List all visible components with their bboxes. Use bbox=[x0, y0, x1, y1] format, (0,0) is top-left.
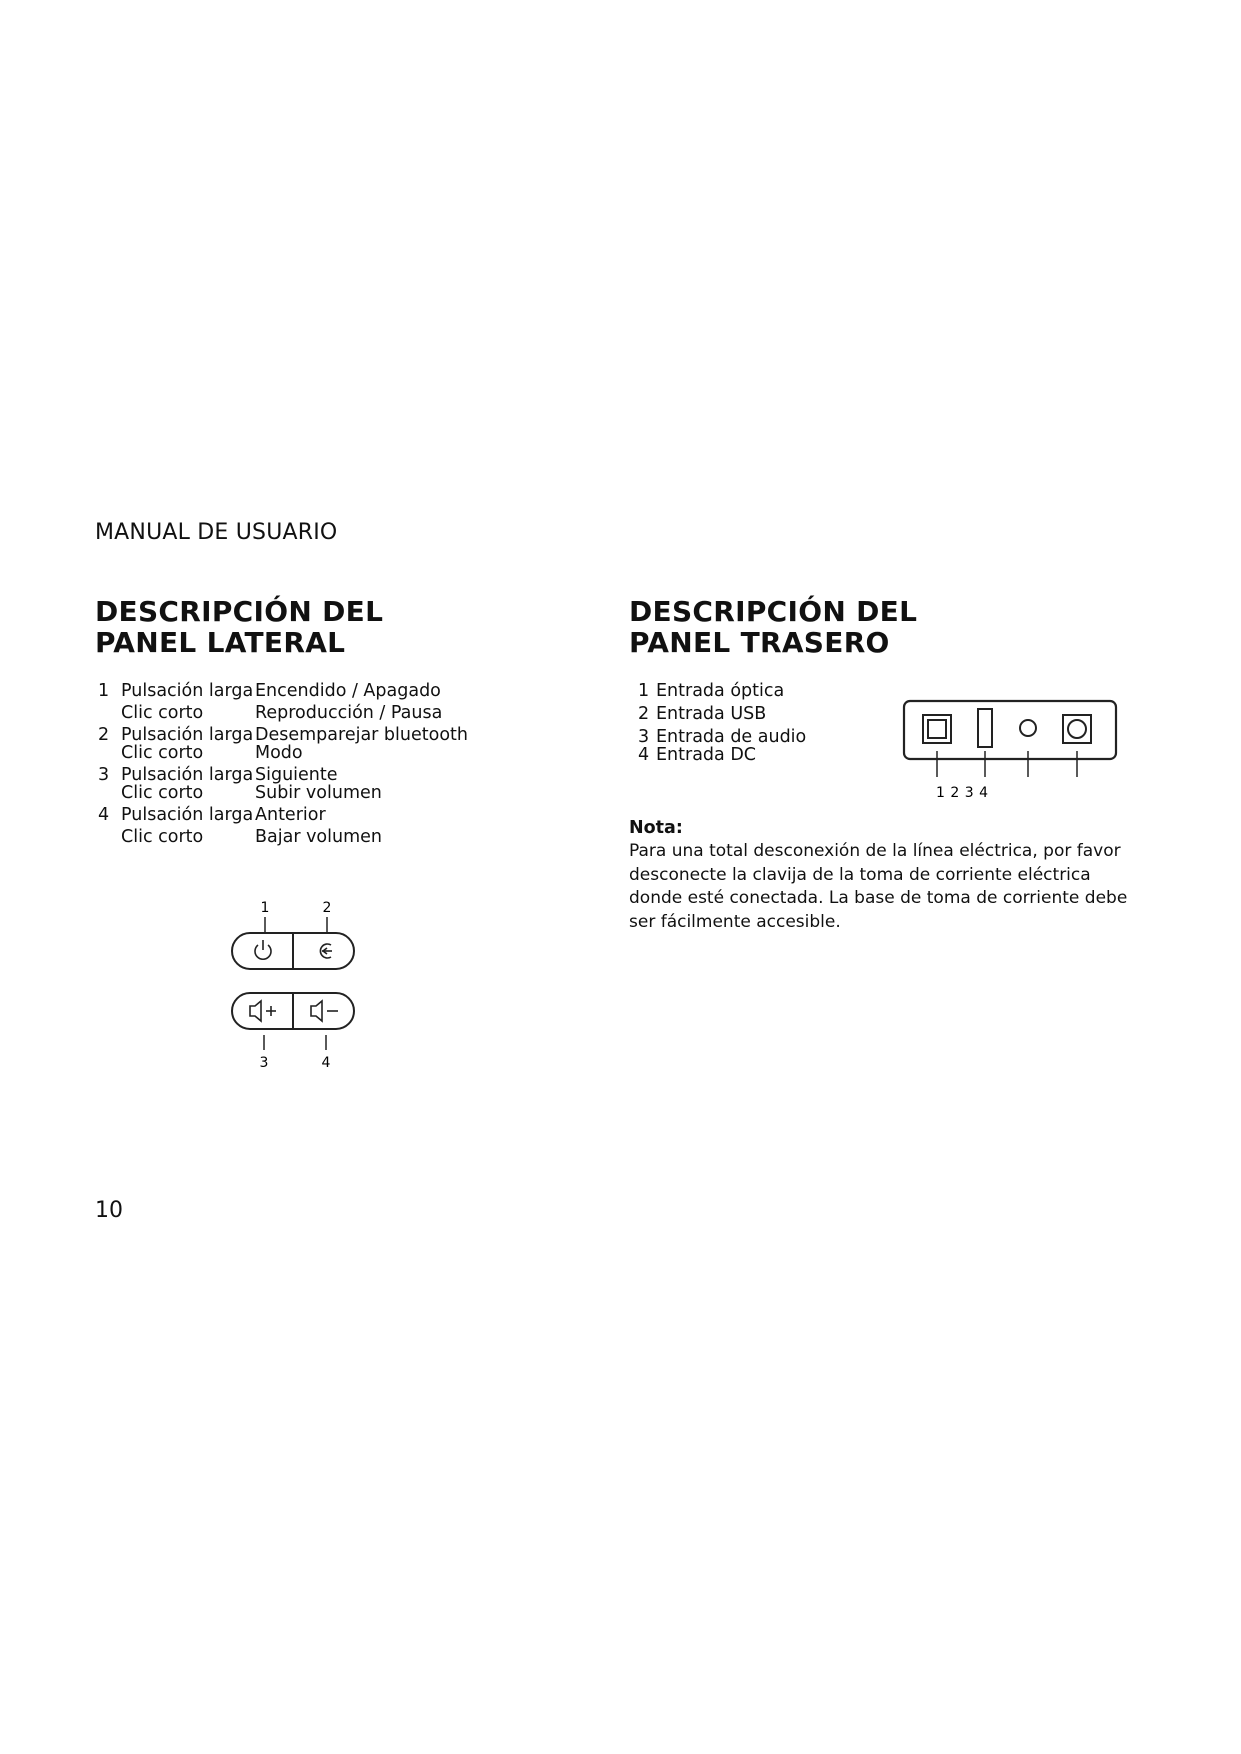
row-function: Subir volumen bbox=[255, 783, 382, 803]
press-type: Clic corto bbox=[121, 703, 204, 723]
press-type: Pulsación larga bbox=[121, 765, 254, 785]
side-panel-row bbox=[98, 805, 478, 827]
side-panel-title bbox=[95, 596, 383, 658]
rear-panel-item bbox=[638, 745, 858, 768]
press-type: Pulsación larga bbox=[121, 805, 254, 825]
row-function: Siguiente bbox=[255, 765, 338, 785]
rear-panel-title-line2: PANEL TRASERO bbox=[629, 626, 890, 659]
side-panel-row bbox=[98, 827, 478, 849]
diagram-label-1: 1 bbox=[260, 900, 270, 916]
item-label: Entrada óptica bbox=[656, 681, 785, 701]
side-panel-row bbox=[98, 783, 478, 805]
rear-panel-item bbox=[638, 704, 858, 727]
diagram-label-2: 2 bbox=[322, 900, 332, 916]
press-type: Pulsación larga bbox=[121, 681, 254, 701]
row-function: Encendido / Apagado bbox=[255, 681, 441, 701]
row-function: Modo bbox=[255, 743, 303, 763]
rear-panel-diagram bbox=[900, 697, 1130, 802]
row-number: 3 bbox=[98, 765, 110, 785]
note-label: Nota: bbox=[629, 818, 683, 838]
row-function: Desemparejar bluetooth bbox=[255, 725, 468, 745]
item-label: Entrada USB bbox=[656, 704, 767, 724]
press-type: Pulsación larga bbox=[121, 725, 254, 745]
side-panel-title-line2: PANEL LATERAL bbox=[95, 626, 346, 659]
rear-panel-title-line1: DESCRIPCIÓN DEL bbox=[629, 595, 918, 628]
side-panel-title-line1: DESCRIPCIÓN DEL bbox=[95, 595, 384, 628]
press-type: Clic corto bbox=[121, 743, 204, 763]
row-function: Reproducción / Pausa bbox=[255, 703, 443, 723]
rear-panel-title bbox=[629, 596, 917, 658]
rear-panel-outline bbox=[904, 701, 1116, 759]
item-number: 4 bbox=[638, 745, 650, 765]
manual-header: MANUAL DE USUARIO bbox=[95, 520, 338, 545]
note-text: Para una total desconexión de la línea eléctrica, por favor desconecte la clavija de la toma de corriente eléctrica donde esté conectada. La base de toma de corriente debe ser fácilmente accesible. bbox=[629, 841, 1128, 932]
item-number: 3 bbox=[638, 727, 650, 747]
page-number: 10 bbox=[95, 1198, 123, 1223]
rear-panel-item bbox=[638, 681, 858, 704]
row-function: Anterior bbox=[255, 805, 326, 825]
row-number: 2 bbox=[98, 725, 110, 745]
diagram-label-4: 4 bbox=[321, 1055, 331, 1071]
side-panel-row bbox=[98, 681, 478, 703]
diagram-label-3: 3 bbox=[259, 1055, 269, 1071]
press-type: Clic corto bbox=[121, 783, 204, 803]
side-panel-row bbox=[98, 743, 478, 765]
side-panel-diagram bbox=[228, 895, 368, 1075]
side-panel-row bbox=[98, 703, 478, 725]
item-number: 2 bbox=[638, 704, 650, 724]
row-number: 4 bbox=[98, 805, 110, 825]
row-function: Bajar volumen bbox=[255, 827, 382, 847]
item-label: Entrada DC bbox=[656, 745, 757, 765]
press-type: Clic corto bbox=[121, 827, 204, 847]
item-label: Entrada de audio bbox=[656, 727, 807, 747]
row-number: 1 bbox=[98, 681, 110, 701]
item-number: 1 bbox=[638, 681, 650, 701]
rear-diagram-numbers: 1 2 3 4 bbox=[936, 785, 989, 801]
